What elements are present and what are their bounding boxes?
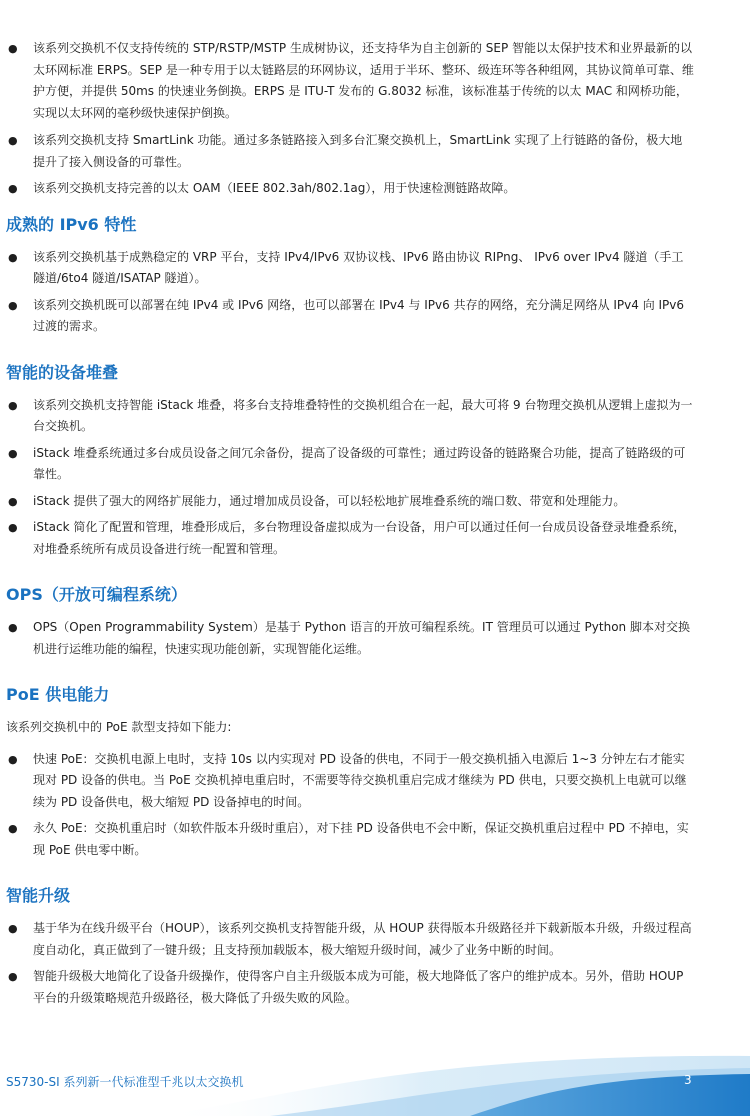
section-heading-stack: 智能的设备堆叠 (6, 362, 119, 382)
bullet-icon: ● (8, 446, 18, 460)
bullet-item: ● 该系列交换机支持 SmartLink 功能。通过多条链路接入到多台汇聚交换机上，SmartLink 实现了上行链路的备份，极大地提升了接入侧设备的可靠性。 (6, 130, 694, 173)
bullet-icon: ● (8, 398, 18, 412)
section-heading-ops: OPS（开放可编程系统） (6, 585, 187, 604)
bullet-item: ● 该系列交换机既可以部署在纯 IPv4 或 IPv6 网络，也可以部署在 IPv4 与 IPv6 共存的网络，充分满足网络从 IPv4 向 IPv6 过渡的需求。 (6, 295, 694, 338)
bullet-item: ● 基于华为在线升级平台（HOUP），该系列交换机支持智能升级，从 HOUP 获得版本升级路径并下载新版本升级，升级过程高度自动化，真正做到了一键升级；且支持预加载版本，极大缩短升级时间，减少了业务中断的时间。 (6, 918, 694, 961)
bullet-item: ● iStack 提供了强大的网络扩展能力，通过增加成员设备，可以轻松地扩展堆叠系统的端口数、带宽和处理能力。 (6, 491, 694, 513)
page-footer (0, 1054, 750, 1116)
bullet-icon: ● (8, 822, 18, 835)
bullet-icon: ● (8, 298, 18, 312)
bullet-item: ● 该系列交换机不仅支持传统的 STP/RSTP/MSTP 生成树协议，还支持华为自主创新的 SEP 智能以太保护技术和业界最新的以太环网标准 ERPS。SEP 是一种专用于以太链路层的环网协议，适用于半环、整环、级连环等各种组网，其协议简单可靠、维护方便，并提供 50ms 的快速业务倒换。ERPS 是 ITU-T 发布的 G.8032 标准，该标准基于传统的以太 MAC 和网桥功能，实现以太环网的毫秒级快速保护倒换。 (6, 38, 694, 124)
bullet-item: ● iStack 简化了配置和管理，堆叠形成后，多台物理设备虚拟成为一台设备，用户可以通过任何一台成员设备登录堆叠系统，对堆叠系统所有成员设备进行统一配置和管理。 (6, 517, 694, 560)
document-body (6, 38, 694, 1014)
bullet-icon: ● (8, 42, 18, 55)
poe-intro: 该系列交换机中的 PoE 款型支持如下能力: (6, 720, 232, 734)
bullet-icon: ● (8, 970, 18, 983)
bullet-item: ● iStack 堆叠系统通过多台成员设备之间冗余备份，提高了设备级的可靠性；通过跨设备的链路聚合功能，提高了链路级的可靠性。 (6, 443, 694, 486)
bullet-item: ● 该系列交换机基于成熟稳定的 VRP 平台，支持 IPv4/IPv6 双协议栈、IPv6 路由协议 RIPng、 IPv6 over IPv4 隧道（手工隧道/6to4 隧道/ISATAP 隧道）。 (6, 247, 694, 290)
section-heading-poe: PoE 供电能力 (6, 685, 110, 704)
bullet-item: ● 该系列交换机支持智能 iStack 堆叠，将多台支持堆叠特性的交换机组合在一起，最大可将 9 台物理交换机从逻辑上虚拟为一台交换机。 (6, 395, 694, 438)
bullet-item: ● 该系列交换机支持完善的以太 OAM（IEEE 802.3ah/802.1ag），用于快速检测链路故障。 (6, 178, 694, 200)
bullet-item: ● 智能升级极大地简化了设备升级操作，使得客户自主升级版本成为可能，极大地降低了客户的维护成本。另外，借助 HOUP 平台的升级策略规范升级路径，极大降低了升级失败的风险。 (6, 966, 694, 1009)
bullet-item: ● 永久 PoE：交换机重启时（如软件版本升级时重启），对下挂 PD 设备供电不会中断，保证交换机重启过程中 PD 不掉电，实现 PoE 供电零中断。 (6, 818, 694, 861)
bullet-icon: ● (8, 250, 18, 264)
bullet-icon: ● (8, 494, 18, 508)
bullet-icon: ● (8, 752, 18, 766)
bullet-icon: ● (8, 182, 18, 195)
bullet-item: ● OPS（Open Programmability System）是基于 Python 语言的开放可编程系统。IT 管理员可以通过 Python 脚本对交换机进行运维功能的编程，快速实现功能创新，实现智能化运维。 (6, 617, 694, 660)
bullet-item: ● 快速 PoE：交换机电源上电时，支持 10s 以内实现对 PD 设备的供电，不同于一般交换机插入电源后 1~3 分钟左右才能实现对 PD 设备的供电。当 PoE 交换机掉电重启时，不需要等待交换机重启完成才继续为 PD 供电，只要交换机上电就可以继续为 PD 设备供电，极大缩短 PD 设备掉电的时间。 (6, 749, 694, 814)
bullet-icon: ● (8, 621, 18, 634)
section-heading-ipv6: 成熟的 IPv6 特性 (6, 214, 137, 234)
bullet-icon: ● (8, 134, 18, 147)
bullet-icon: ● (8, 922, 18, 935)
page-number: 3 (684, 1073, 692, 1087)
ring-protection-section (6, 38, 694, 200)
section-heading-upgrade: 智能升级 (6, 886, 71, 905)
footer-document-title: S5730-SI 系列新一代标准型千兆以太交换机 (6, 1075, 244, 1089)
bullet-icon: ● (8, 521, 18, 534)
